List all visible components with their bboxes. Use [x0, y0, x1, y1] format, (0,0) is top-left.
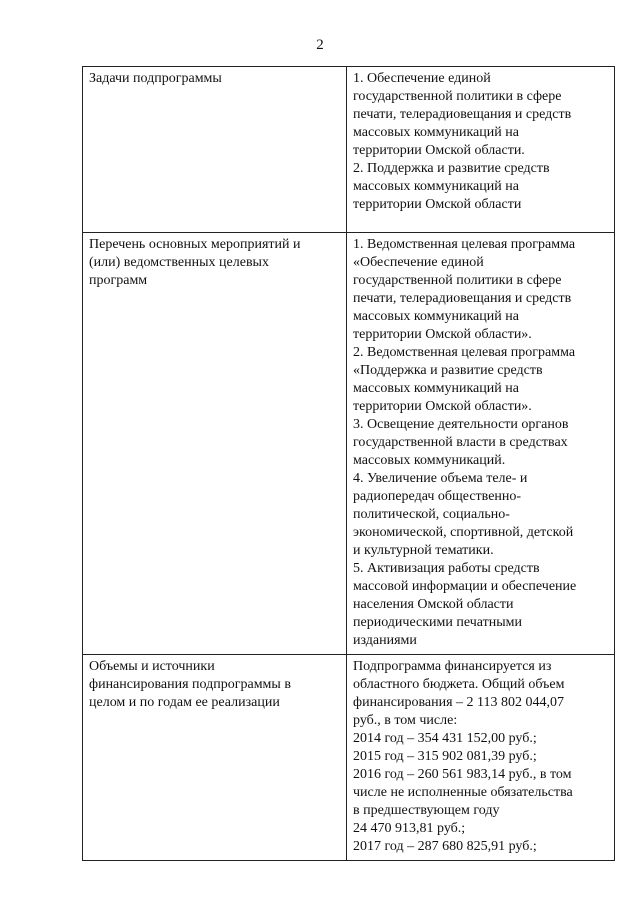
- value-line: печати, телерадиовещания и средств: [353, 107, 572, 122]
- value-line: массовой информации и обеспечение: [353, 579, 577, 594]
- value-line: государственной власти в средствах: [353, 435, 568, 450]
- value-line: 2014 год – 354 431 152,00 руб.;: [353, 731, 537, 746]
- label-line: финансирования подпрограммы в: [89, 677, 291, 692]
- value-line: 2015 год – 315 902 081,39 руб.;: [353, 749, 537, 764]
- value-line: государственной политики в сфере: [353, 89, 562, 104]
- value-line: 3. Освещение деятельности органов: [353, 417, 569, 432]
- value-line: территории Омской области.: [353, 143, 525, 158]
- value-line: радиопередач общественно-: [353, 489, 522, 504]
- value-line: руб., в том числе:: [353, 713, 458, 728]
- value-line: политической, социально-: [353, 507, 510, 522]
- value-line: 2. Поддержка и развитие средств: [353, 161, 550, 176]
- value-line: 2. Ведомственная целевая программа: [353, 345, 576, 360]
- value-line: Подпрограмма финансируется из: [353, 659, 552, 674]
- value-line: «Поддержка и развитие средств: [353, 363, 543, 378]
- label-line: Объемы и источники: [89, 659, 215, 674]
- value-line: 5. Активизация работы средств: [353, 561, 540, 576]
- value-line: финансирования – 2 113 802 044,07: [353, 695, 565, 710]
- value-line: 1. Обеспечение единой: [353, 71, 491, 86]
- value-line: территории Омской области».: [353, 327, 532, 342]
- value-line: экономической, спортивной, детской: [353, 525, 574, 540]
- value-line: массовых коммуникаций на: [353, 179, 519, 194]
- value-line: массовых коммуникаций на: [353, 381, 519, 396]
- page-number: 2: [316, 37, 324, 53]
- row-value-cell: [347, 655, 615, 861]
- value-line: государственной политики в сфере: [353, 273, 562, 288]
- value-line: 24 470 913,81 руб.;: [353, 821, 466, 836]
- value-line: 2017 год – 287 680 825,91 руб.;: [353, 839, 537, 854]
- label-line: целом и по годам ее реализации: [89, 695, 280, 710]
- value-line: «Обеспечение единой: [353, 255, 484, 270]
- value-line: 4. Увеличение объема теле- и: [353, 471, 528, 486]
- value-line: областного бюджета. Общий объем: [353, 677, 565, 692]
- label-line: программ: [89, 273, 148, 288]
- value-line: периодическими печатными: [353, 615, 522, 630]
- value-line: и культурной тематики.: [353, 543, 494, 558]
- label-line: Задачи подпрограммы: [89, 71, 222, 86]
- label-line: Перечень основных мероприятий и: [89, 237, 301, 252]
- table-row-activities: [83, 233, 615, 655]
- value-line: в предшествующем году: [353, 803, 500, 818]
- row-value-cell: [347, 233, 615, 655]
- value-line: территории Омской области: [353, 197, 522, 212]
- value-line: 2016 год – 260 561 983,14 руб., в том: [353, 767, 572, 782]
- row-label-cell: [83, 655, 347, 861]
- value-line: печати, телерадиовещания и средств: [353, 291, 572, 306]
- value-line: изданиями: [353, 633, 417, 648]
- value-line: территории Омской области».: [353, 399, 532, 414]
- row-label-cell: [83, 233, 347, 655]
- label-line: (или) ведомственных целевых: [89, 255, 269, 270]
- table-row-financing: [83, 655, 615, 861]
- value-line: 1. Ведомственная целевая программа: [353, 237, 576, 252]
- value-line: массовых коммуникаций.: [353, 453, 506, 468]
- row-value-cell: [347, 67, 615, 233]
- value-line: населения Омской области: [353, 597, 514, 612]
- subprogram-passport-table: [82, 66, 615, 861]
- row-label-cell: [83, 67, 347, 233]
- value-line: числе не исполненные обязательства: [353, 785, 573, 800]
- value-line: массовых коммуникаций на: [353, 309, 519, 324]
- value-line: массовых коммуникаций на: [353, 125, 519, 140]
- table-row-tasks: [83, 67, 615, 233]
